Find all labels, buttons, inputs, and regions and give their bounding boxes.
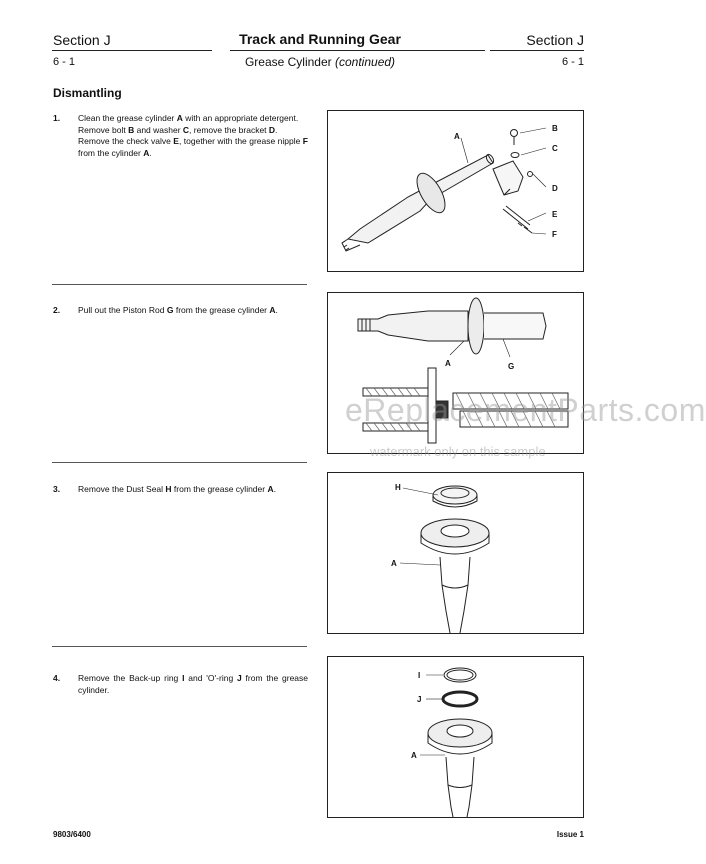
ref-letter: A: [267, 484, 274, 494]
text-run: and washer: [134, 124, 183, 135]
text-run: and 'O'-ring: [184, 673, 237, 683]
label-i: I: [418, 671, 421, 680]
label-a: A: [411, 751, 417, 760]
ref-letter: D: [268, 124, 276, 135]
step-number: 1.: [53, 113, 61, 123]
label-a: A: [391, 559, 397, 568]
section-heading: Dismantling: [53, 86, 122, 100]
figure-3-dust-seal: [327, 472, 584, 634]
ref-letter: F: [302, 136, 308, 146]
ref-letter: E: [173, 136, 179, 146]
step-separator: [52, 462, 307, 463]
text-run: Remove bolt: [78, 124, 129, 135]
watermark-main: eReplacementParts.com: [345, 392, 706, 428]
figure-3-drawing: [328, 473, 583, 633]
step-number: 2.: [53, 305, 61, 315]
text-run: Pull out the Piston Rod: [78, 305, 167, 315]
label-g: G: [508, 362, 515, 371]
figure-4-backup-ring: [327, 656, 584, 818]
text-run: .: [275, 305, 278, 315]
ref-letter: A: [143, 147, 150, 158]
text-run: , remove the bracket: [189, 124, 269, 135]
section-label-right: Section J: [526, 32, 584, 48]
step-1: [53, 113, 309, 173]
label-j: J: [417, 695, 422, 704]
step-separator: [52, 646, 307, 647]
ref-letter: B: [128, 124, 135, 135]
figure-4-drawing: [328, 657, 583, 817]
text-run: from the grease cylinder: [171, 484, 268, 494]
watermark-sub: watermark only on this sample: [370, 444, 546, 459]
subtitle-continued: (continued): [335, 55, 396, 69]
label-f: F: [552, 230, 557, 239]
ref-letter: C: [182, 124, 190, 135]
figure-2-piston-rod: [327, 292, 584, 454]
ref-letter: H: [165, 484, 172, 494]
label-d: D: [552, 184, 558, 193]
ref-letter: A: [269, 305, 276, 315]
text-run: , together with the grease nipple: [178, 136, 303, 146]
step-4: [53, 673, 309, 703]
text-run: from the cylinder: [78, 147, 144, 158]
text-run: .: [275, 124, 278, 135]
text-run: with an appropriate detergent.: [182, 113, 299, 123]
step-text: [78, 484, 308, 496]
text-run: Remove the check valve: [78, 136, 174, 146]
page-title: Track and Running Gear: [239, 31, 401, 47]
ref-letter: A: [176, 113, 183, 123]
text-run: Remove the Back-up ring: [78, 673, 183, 683]
page-number-left: 6 - 1: [53, 56, 76, 68]
text-run: from the grease cylinder.: [78, 673, 308, 695]
figure-1-grease-cylinder: [327, 110, 584, 272]
page-subtitle: [200, 55, 440, 69]
header-rule-left: [52, 50, 212, 51]
doc-number: 9803/6400: [53, 830, 91, 839]
text-run: Remove the Dust Seal: [78, 484, 166, 494]
step-3: [53, 484, 309, 504]
text-run: .: [273, 484, 276, 494]
text-run: Clean the grease cylinder: [78, 113, 177, 123]
step-2: [53, 305, 309, 325]
label-a: A: [445, 359, 451, 368]
section-label-left: Section J: [53, 32, 111, 48]
step-number: 4.: [53, 673, 61, 683]
step-text: [78, 305, 308, 317]
figure-2-drawing: [328, 293, 583, 453]
step-text: [78, 113, 308, 159]
ref-letter: I: [182, 673, 185, 683]
header-rule-center: [230, 50, 485, 51]
label-e: E: [552, 210, 558, 219]
header-rule-right: [490, 50, 584, 51]
issue-number: Issue 1: [556, 830, 584, 839]
step-number: 3.: [53, 484, 61, 494]
ref-letter: J: [237, 673, 242, 683]
label-b: B: [552, 124, 558, 133]
figure-1-drawing: [328, 111, 583, 271]
label-a: A: [454, 132, 460, 141]
text-run: .: [149, 147, 152, 158]
step-separator: [52, 284, 307, 285]
label-c: C: [552, 144, 558, 153]
ref-letter: G: [166, 305, 174, 315]
page-number-right: 6 - 1: [561, 56, 584, 68]
step-text: [78, 673, 308, 696]
label-h: H: [395, 483, 401, 492]
text-run: from the grease cylinder: [173, 305, 270, 315]
subtitle-main: Grease Cylinder: [244, 55, 332, 69]
